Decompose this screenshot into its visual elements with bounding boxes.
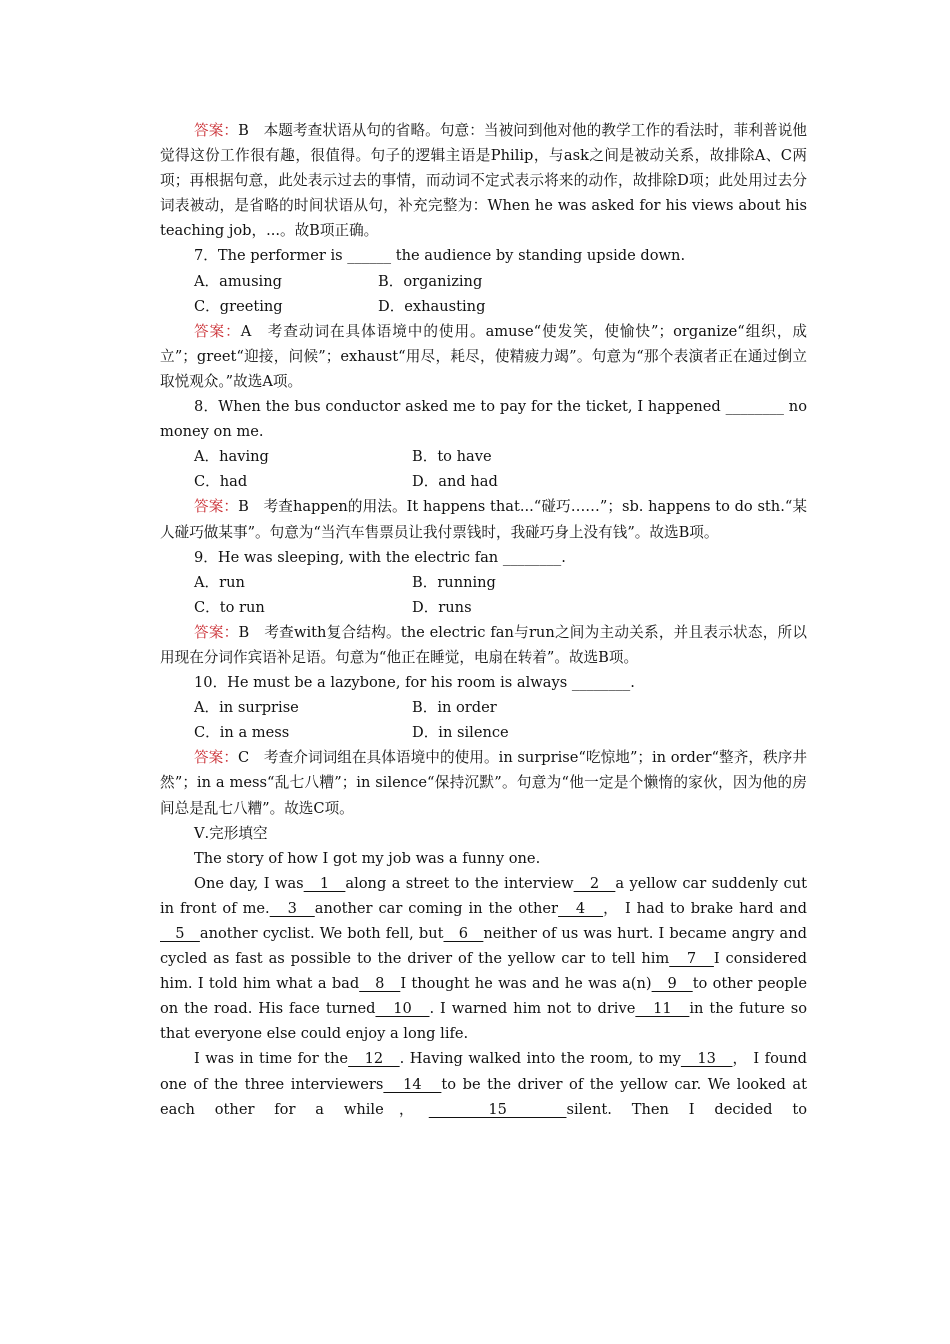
- q9-options-row1: [160, 570, 807, 595]
- cloze-blank-14: 14: [383, 1075, 442, 1093]
- cloze-text: in the future so that everyone else could enjoy a long life.: [160, 1000, 808, 1043]
- q9-stem: 9．He was sleeping, with the electric fan ________.: [194, 548, 566, 566]
- q6-answer: [160, 118, 807, 243]
- cloze-text: to other people on the road. His face turned: [160, 975, 808, 1018]
- section-title: Ⅴ.完形填空: [194, 824, 268, 842]
- answer-text: B 考查with复合结构。the electric fan与run之间为主动关系，并且表示状态，所以用现在分词作宾语补足语。句意为“他正在睡觉，电扇在转着”。故选B项。: [160, 623, 807, 666]
- cloze-text: ， I found one of the three interviewers: [160, 1050, 808, 1093]
- cloze-text: to be the driver of the yellow car. We looked at each other for a while，: [160, 1075, 807, 1118]
- cloze-blank-6: 6: [443, 925, 484, 942]
- cloze-text: . Having walked into the room, to my: [399, 1050, 681, 1068]
- option-b: B．in order: [412, 699, 497, 717]
- cloze-paragraph-2: [160, 1046, 807, 1121]
- answer-text: C 考查介词词组在具体语境中的使用。in surprise“吃惊地”；in order“整齐，秩序井然”；in a mess“乱七八糟”；in silence“保持沉默”。句意为“他一定是个懒惰的家伙，因为他的房间总是乱七八糟”。故选C项。: [160, 749, 807, 817]
- cloze-blank-10: 10: [375, 1000, 430, 1018]
- option-b: B．to have: [412, 448, 492, 466]
- option-c: C．greeting: [194, 297, 283, 315]
- cloze-blank-1: 1: [303, 874, 346, 892]
- answer-label: 答案：: [194, 498, 239, 516]
- cloze-blank-2: 2: [573, 874, 616, 892]
- q8-answer: [160, 494, 807, 544]
- cloze-text: a yellow car suddenly cut in front of me.: [160, 874, 807, 917]
- cloze-intro: The story of how I got my job was a funny one.: [194, 849, 541, 867]
- cloze-blank-11: 11: [635, 1000, 690, 1018]
- option-b: B．running: [412, 573, 496, 591]
- cloze-blank-12: 12: [348, 1050, 400, 1068]
- cloze-blank-3: 3: [269, 899, 315, 917]
- cloze-text: I thought he was and he was a(n): [400, 975, 652, 993]
- option-a: A．having: [194, 448, 269, 466]
- q10-stem: 10．He must be a lazybone, for his room is always ________.: [194, 674, 635, 692]
- option-d: D．runs: [412, 598, 472, 616]
- q7-answer: [160, 319, 807, 394]
- option-a: A．in surprise: [194, 699, 299, 717]
- cloze-blank-5: 5: [160, 925, 200, 942]
- cloze-text: neither of us was hurt. I became angry and cycled as fast as possible to the driver of the yellow car to tell him: [160, 925, 807, 968]
- cloze-blank-15: 15: [428, 1100, 567, 1118]
- q9-answer: [160, 620, 807, 670]
- answer-text: A 考查动词在具体语境中的使用。amuse“使发笑，使愉快”；organize“组织，成立”；greet“迎接，问候”；exhaust“用尽，耗尽，使精疲力竭”。句意为“那个表演者正在通过倒立取悦观众。”故选A项。: [160, 322, 807, 390]
- cloze-text: another car coming in the other: [314, 899, 559, 917]
- answer-text: B 本题考查状语从句的省略。句意：当被问到他对他的教学工作的看法时，菲利普说他觉得这份工作很有趣，很值得。句子的逻辑主语是Philip，与ask之间是被动关系，故排除A、C两项；再根据句意，此处表示过去的事情，而动词不定式表示将来的动作，故排除D项；此处用过去分词表被动，是省略的时间状语从句，补充完整为：When he was asked for his views about his teaching job，...。故B项正确。: [160, 122, 807, 240]
- cloze-text: along a street to the interview: [345, 874, 574, 892]
- cloze-text: One day, I was: [194, 874, 304, 892]
- cloze-text: I was in time for the: [194, 1050, 349, 1068]
- q8-options-row2: [160, 469, 807, 494]
- cloze-blank-4: 4: [558, 899, 604, 917]
- option-a: A．run: [194, 573, 245, 591]
- cloze-text: I considered him. I told him what a bad: [160, 950, 807, 993]
- answer-text: B 考查happen的用法。It happens that...“碰巧……”；sb. happens to do sth.“某人碰巧做某事”。句意为“当汽车售票员让我付票钱时，我碰巧身上没有钱”。故选B项。: [160, 498, 807, 541]
- q7-options-row2: [160, 294, 807, 319]
- cloze-paragraph-1: [160, 871, 807, 1047]
- option-c: C．to run: [194, 598, 265, 616]
- q7-options-row1: [160, 269, 807, 294]
- q8-stem: 8．When the bus conductor asked me to pay for the ticket, I happened ________ no money on me.: [160, 398, 807, 441]
- cloze-text: ， I had to brake hard and: [603, 899, 807, 917]
- cloze-blank-13: 13: [680, 1050, 733, 1068]
- option-d: D．exhausting: [378, 297, 486, 315]
- option-b: B．organizing: [378, 272, 483, 290]
- q10-options-row2: [160, 720, 807, 745]
- answer-label: 答案：: [194, 122, 239, 139]
- q8-options-row1: [160, 444, 807, 469]
- q10-options-row1: [160, 695, 807, 720]
- q7-stem: 7．The performer is ______ the audience by standing upside down.: [194, 247, 686, 265]
- cloze-text: . I warned him not to drive: [429, 1000, 636, 1018]
- cloze-text: silent. Then I decided to: [566, 1100, 807, 1118]
- option-c: C．had: [194, 473, 248, 491]
- cloze-text: another cyclist. We both fell, but: [199, 925, 444, 942]
- option-d: D．and had: [412, 473, 498, 491]
- q10-answer: [160, 745, 807, 820]
- option-d: D．in silence: [412, 724, 509, 742]
- answer-label: 答案：: [194, 749, 239, 767]
- answer-label: 答案：: [194, 322, 241, 340]
- cloze-blank-9: 9: [651, 975, 693, 993]
- option-a: A．amusing: [194, 272, 282, 290]
- cloze-blank-7: 7: [669, 950, 714, 968]
- cloze-blank-8: 8: [359, 975, 401, 993]
- document-page: [160, 118, 807, 1122]
- q9-options-row2: [160, 595, 807, 620]
- answer-label: 答案：: [194, 623, 239, 641]
- option-c: C．in a mess: [194, 724, 290, 742]
